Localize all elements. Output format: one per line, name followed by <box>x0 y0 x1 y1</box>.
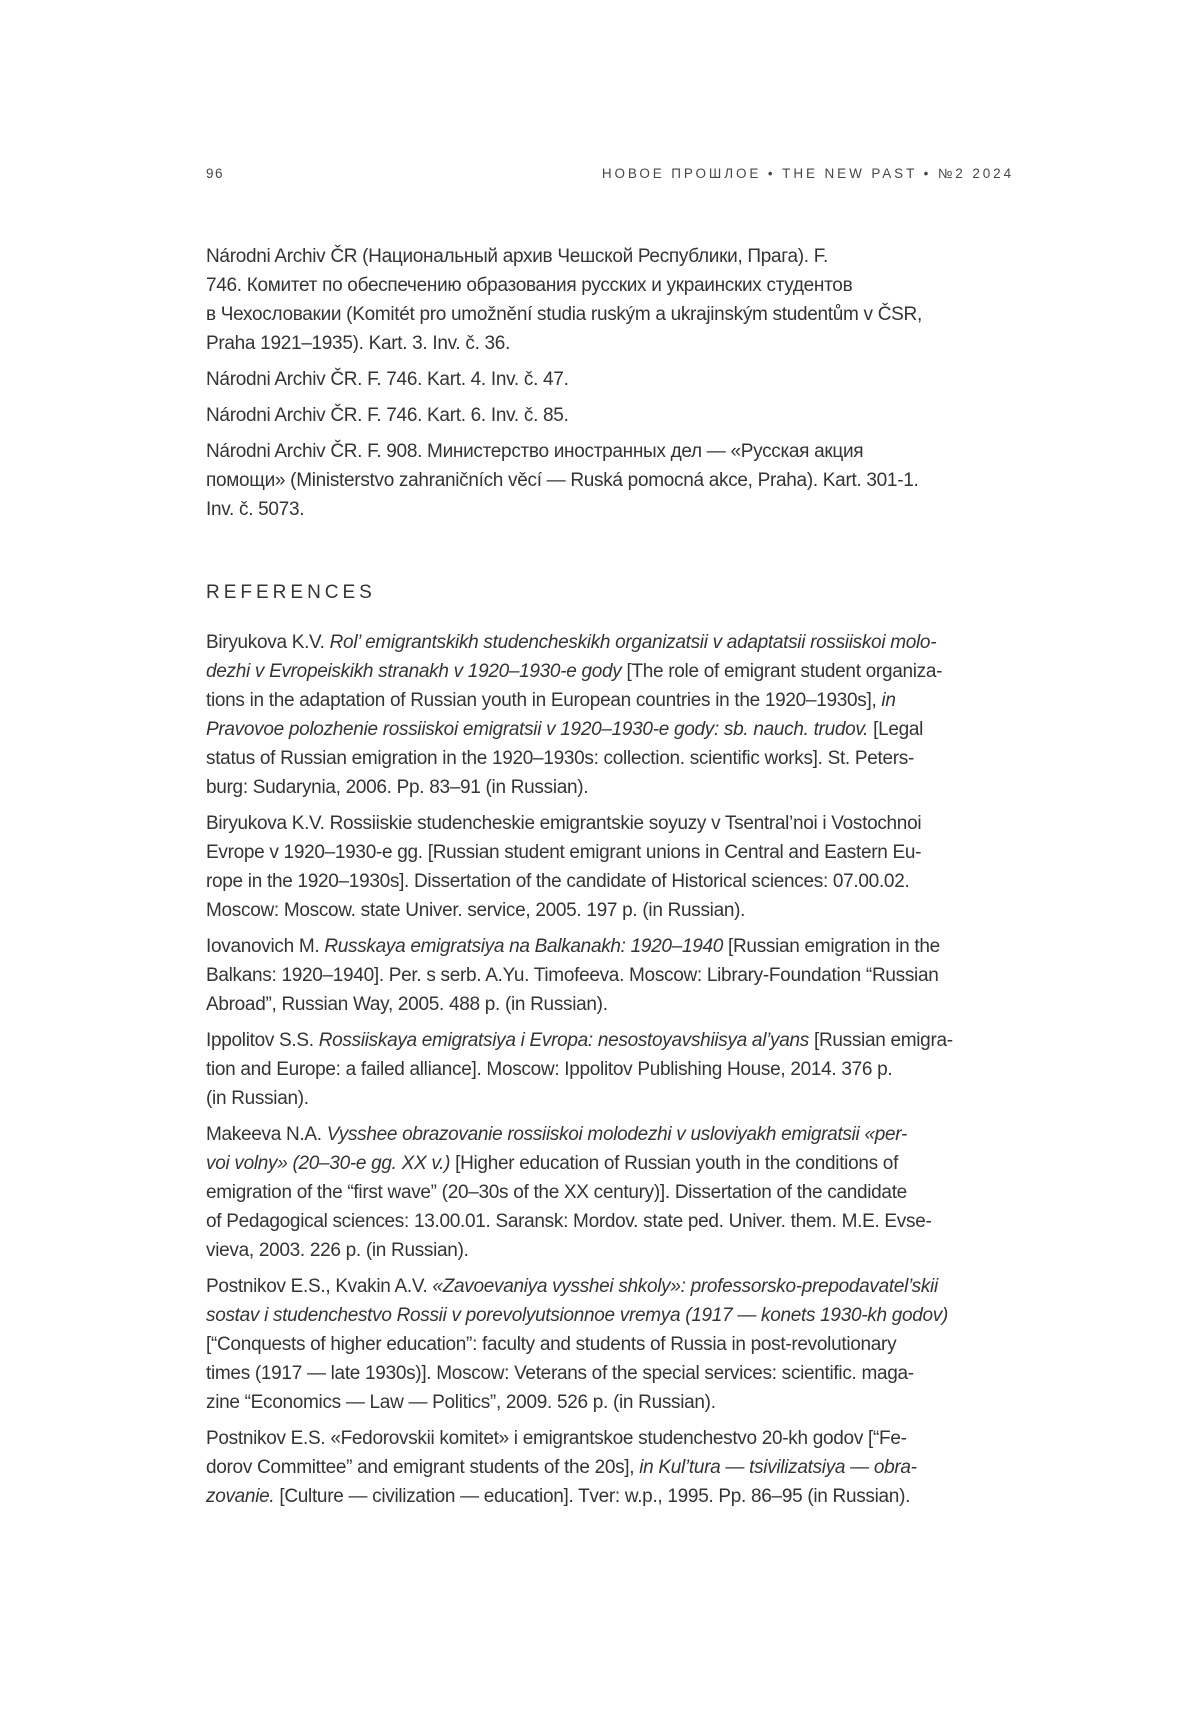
entry-text-italic: Russkaya emigratsiya na Balkanakh: 1920–1940 <box>324 936 724 957</box>
reference-entry <box>206 628 1022 802</box>
reference-entry <box>206 809 1022 925</box>
reference-entry <box>206 1424 1022 1511</box>
entry-text: [Higher education of Russian youth in the conditions of emigration of the “first wave” (20–30s of the XX century)]. Dissertation of the candidate of Pedagogical sciences: 13.00.01. Saransk: Mordov. state ped. Univer. them. M.E. Evse- vieva, 2003. 226 p. (in Russian). <box>206 1153 932 1261</box>
entry-text: Národni Archiv ČR (Национальный архив Чешской Республики, Прага). F. 746. Комитет по обеспечению образования русских и украинских студентов в Чехословакии (Komitét pro umožnění studia ruským a ukrajinským studentům v ČSR, Praha 1921–1935). Kart. 3. Inv. č. 36. <box>206 246 922 354</box>
entry-text: Ippolitov S.S. <box>206 1030 319 1051</box>
entry-text: Postnikov E.S., Kvakin A.V. <box>206 1276 433 1297</box>
reference-entry <box>206 932 1022 1019</box>
references-heading: REFERENCES <box>206 582 376 603</box>
entry-text: [The role of emigrant student organiza- tions in the adaptation of Russian youth in European countries in the 1920–1930s], <box>206 661 943 711</box>
entry-text: [Russian emigration in the Balkans: 1920–1940]. Per. s serb. A.Yu. Timofeeva. Moscow: Library-Foundation “Russian Abroad”, Russian Way, 2005. 488 p. (in Russian). <box>206 936 940 1015</box>
archival-source-entry <box>206 242 1022 358</box>
entry-text: [Legal status of Russian emigration in the 1920–1930s: collection. scientific works]. St. Peters- burg: Sudarynia, 2006. Pp. 83–91 (in Russian). <box>206 719 924 798</box>
entry-text: [“Conquests of higher education”: faculty and students of Russia in post-revolutionary times (1917 — late 1930s)]. Moscow: Veterans of the special services: scientific. maga- zine “Economics — Law — Politics”, 2009. 526 p. (in Russian). <box>206 1334 914 1413</box>
archival-sources-section <box>206 242 1022 524</box>
journal-title: НОВОЕ ПРОШЛОЕ • THE NEW PAST • №2 2024 <box>601 166 1014 181</box>
page-content <box>206 242 1022 1518</box>
entry-text: Národni Archiv ČR. F. 908. Министерство иностранных дел — «Русская акция помощи» (Ministerstvo zahraničních věcí — Ruská pomocná akce, Praha). Kart. 301-1. Inv. č. 5073. <box>206 441 919 520</box>
entry-text: Biryukova K.V. Rossiiskie studencheskie emigrantskie soyuzy v Tsentral’noi i Vostochnoi Evrope v 1920–1930-e gg. [Russian student emigrant unions in Central and Eastern Eu- rope in the 1920–1930s]. Dissertation of the candidate of Historical sciences: 07.00.02. Moscow: Moscow. state Univer. service, 2005. 197 p. (in Russian). <box>206 813 922 921</box>
entry-text-italic: Rossiiskaya emigratsiya i Evropa: nesostoyavshiisya al’yans <box>318 1030 809 1051</box>
references-section <box>206 628 1022 1511</box>
entry-text: [Culture — civilization — education]. Tver: w.p., 1995. Pp. 86–95 (in Russian). <box>274 1486 911 1507</box>
entry-text: Makeeva N.A. <box>206 1124 327 1145</box>
reference-entry <box>206 1120 1022 1265</box>
archival-source-entry <box>206 401 1022 430</box>
archival-source-entry <box>206 437 1022 524</box>
entry-text-italic: Vysshee obrazovanie rossiiskoi molodezhi v usloviyakh emigratsii «per- voi volny» (20–30-e gg. XX v.) <box>206 1124 907 1174</box>
entry-text: Biryukova K.V. <box>206 632 330 653</box>
entry-text-italic: Rol’ emigrantskikh studencheskikh organizatsii v adaptatsii rossiiskoi molo- dezhi v Evropeiskikh stranakh v 1920–1930-e gody <box>206 632 937 682</box>
entry-text: Národni Archiv ČR. F. 746. Kart. 4. Inv. č. 47. <box>206 369 569 390</box>
archival-source-entry <box>206 365 1022 394</box>
page-number: 96 <box>206 166 225 181</box>
entry-text-italic: in Kul’tura — tsivilizatsiya — obra- zovanie. <box>206 1457 917 1507</box>
entry-text: Postnikov E.S. «Fedorovskii komitet» i emigrantskoe studenchestvo 20-kh godov [“Fe- dorov Committee” and emigrant students of the 20s], <box>206 1428 907 1478</box>
reference-entry <box>206 1272 1022 1417</box>
reference-entry <box>206 1026 1022 1113</box>
entry-text: Iovanovich M. <box>206 936 325 957</box>
page-header <box>206 166 1014 181</box>
entry-text-italic: «Zavoevaniya vysshei shkoly»: professorsko-prepodavatel’skii sostav i studenchestvo Rossii v porevolyutsionnoe vremya (1917 — konets 1930-kh godov) <box>206 1276 948 1326</box>
entry-text-italic: in Pravovoe polozhenie rossiiskoi emigratsii v 1920–1930-e gody: sb. nauch. trudov. <box>206 690 896 740</box>
entry-text: [Russian emigra- tion and Europe: a failed alliance]. Moscow: Ippolitov Publishing House, 2014. 376 p. (in Russian). <box>206 1030 953 1109</box>
entry-text: Národni Archiv ČR. F. 746. Kart. 6. Inv. č. 85. <box>206 405 569 426</box>
